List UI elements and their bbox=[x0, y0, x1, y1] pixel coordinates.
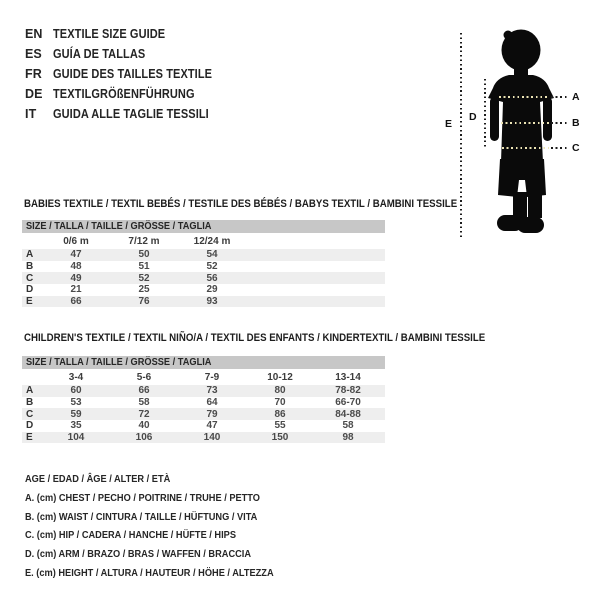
column-header: 7/12 m bbox=[128, 235, 160, 247]
table-cell: 47 bbox=[70, 249, 82, 261]
table-cell: 35 bbox=[70, 420, 82, 432]
language-code: EN bbox=[25, 27, 43, 41]
language-title: GUÍA DE TALLAS bbox=[53, 47, 146, 61]
table-row bbox=[22, 408, 385, 420]
row-label: E bbox=[26, 296, 33, 308]
column-header: 3-4 bbox=[68, 371, 84, 383]
table-cell: 59 bbox=[70, 408, 82, 420]
language-title: GUIDA ALLE TAGLIE TESSILI bbox=[53, 107, 209, 121]
column-header: 12/24 m bbox=[193, 235, 231, 247]
marker-label-e: E bbox=[445, 118, 453, 130]
row-label: B bbox=[26, 261, 34, 273]
table-cell: 49 bbox=[70, 272, 82, 284]
table-row bbox=[22, 420, 385, 432]
table-cell: 140 bbox=[203, 432, 221, 444]
table-cell: 66 bbox=[138, 385, 150, 397]
table-cell: 58 bbox=[342, 420, 354, 432]
children-section-title: CHILDREN'S TEXTILE / TEXTIL NIÑO/A / TEXTIL DES ENFANTS / KINDERTEXTIL / BAMBINI TESSILE bbox=[24, 332, 486, 344]
language-code: IT bbox=[25, 107, 37, 121]
table-cell: 56 bbox=[206, 272, 218, 284]
table-cell: 93 bbox=[206, 296, 218, 308]
table-cell: 64 bbox=[206, 397, 218, 409]
waist-measure-leader-b bbox=[551, 122, 568, 124]
children-column-headers bbox=[22, 369, 385, 385]
size-header-band: SIZE / TALLA / TAILLE / GRÖSSE / TAGLIA bbox=[22, 220, 385, 233]
table-cell: 66 bbox=[70, 296, 82, 308]
table-row bbox=[22, 397, 385, 409]
measurement-legend bbox=[25, 470, 308, 582]
marker-label-a: A bbox=[572, 91, 580, 103]
waist-measure-line-b bbox=[501, 122, 549, 124]
babies-column-headers bbox=[22, 233, 385, 249]
table-row bbox=[22, 272, 385, 284]
chest-measure-leader-a bbox=[551, 96, 568, 98]
column-header: 13-14 bbox=[335, 371, 361, 383]
row-label: C bbox=[26, 408, 34, 420]
language-row-en bbox=[25, 24, 234, 44]
legend-item-waist: B. (cm) WAIST / CINTURA / TAILLE / HÜFTUNG / VITA bbox=[25, 510, 258, 523]
table-cell: 21 bbox=[70, 284, 82, 296]
row-label: A bbox=[26, 249, 34, 261]
table-cell: 48 bbox=[70, 261, 82, 273]
row-label: D bbox=[26, 284, 34, 296]
language-title: TEXTILE SIZE GUIDE bbox=[53, 27, 166, 41]
table-cell: 29 bbox=[206, 284, 218, 296]
table-cell: 76 bbox=[138, 296, 150, 308]
table-cell: 80 bbox=[274, 385, 286, 397]
table-cell: 40 bbox=[138, 420, 150, 432]
language-title: GUIDE DES TAILLES TEXTILE bbox=[53, 67, 213, 81]
table-cell: 98 bbox=[342, 432, 354, 444]
table-row bbox=[22, 249, 385, 261]
table-cell: 78-82 bbox=[335, 385, 361, 397]
table-cell: 47 bbox=[206, 420, 218, 432]
table-cell: 79 bbox=[206, 408, 218, 420]
table-row bbox=[22, 296, 385, 308]
legend-item-chest: A. (cm) CHEST / PECHO / POITRINE / TRUHE / PETTO bbox=[25, 492, 260, 505]
table-row bbox=[22, 432, 385, 444]
language-code: ES bbox=[25, 47, 42, 61]
table-cell: 104 bbox=[67, 432, 85, 444]
table-cell: 52 bbox=[138, 272, 150, 284]
hip-measure-leader-c bbox=[551, 147, 568, 149]
table-cell: 72 bbox=[138, 408, 150, 420]
table-cell: 54 bbox=[206, 249, 218, 261]
size-header-band: SIZE / TALLA / TAILLE / GRÖSSE / TAGLIA bbox=[22, 356, 385, 369]
legend-age-line: AGE / EDAD / ÂGE / ALTER / ETÀ bbox=[25, 473, 171, 486]
row-label: A bbox=[26, 385, 34, 397]
table-cell: 66-70 bbox=[335, 397, 361, 409]
table-cell: 58 bbox=[138, 397, 150, 409]
chest-measure-line-a bbox=[499, 96, 549, 98]
row-label: C bbox=[26, 272, 34, 284]
row-label: D bbox=[26, 420, 34, 432]
table-cell: 150 bbox=[271, 432, 289, 444]
table-row bbox=[22, 284, 385, 296]
hip-measure-line-c bbox=[502, 147, 549, 149]
table-row bbox=[22, 261, 385, 273]
table-row bbox=[22, 385, 385, 397]
table-cell: 84-88 bbox=[335, 408, 361, 420]
language-list bbox=[25, 24, 234, 124]
row-label: E bbox=[26, 432, 33, 444]
babies-size-table bbox=[22, 220, 385, 307]
table-cell: 53 bbox=[70, 397, 82, 409]
language-code: DE bbox=[25, 87, 43, 101]
column-header: 7-9 bbox=[204, 371, 220, 383]
column-header: 5-6 bbox=[136, 371, 152, 383]
arm-measure-line-d bbox=[484, 79, 486, 147]
table-cell: 50 bbox=[138, 249, 150, 261]
language-row-it bbox=[25, 104, 234, 124]
table-cell: 73 bbox=[206, 385, 218, 397]
language-row-de bbox=[25, 84, 234, 104]
legend-item-height: E. (cm) HEIGHT / ALTURA / HAUTEUR / HÖHE / ALTEZZA bbox=[25, 566, 274, 579]
column-header: 0/6 m bbox=[63, 235, 89, 247]
children-size-table bbox=[22, 356, 385, 443]
table-cell: 25 bbox=[138, 284, 150, 296]
language-title: TEXTILGRÖßENFÜHRUNG bbox=[53, 87, 195, 101]
table-cell: 70 bbox=[274, 397, 286, 409]
table-cell: 106 bbox=[135, 432, 153, 444]
table-cell: 60 bbox=[70, 385, 82, 397]
column-header: 10-12 bbox=[267, 371, 293, 383]
row-label: B bbox=[26, 397, 34, 409]
legend-item-hip: C. (cm) HIP / CADERA / HANCHE / HÜFTE / HIPS bbox=[25, 529, 237, 542]
language-row-es bbox=[25, 44, 234, 64]
language-code: FR bbox=[25, 67, 42, 81]
table-cell: 86 bbox=[274, 408, 286, 420]
table-cell: 51 bbox=[138, 261, 150, 273]
marker-label-c: C bbox=[572, 142, 580, 154]
table-cell: 55 bbox=[274, 420, 286, 432]
babies-section-title: BABIES TEXTILE / TEXTIL BEBÉS / TESTILE DES BÉBÉS / BABYS TEXTIL / BAMBINI TESSILE bbox=[24, 198, 458, 210]
legend-item-arm: D. (cm) ARM / BRAZO / BRAS / WAFFEN / BRACCIA bbox=[25, 548, 252, 561]
marker-label-b: B bbox=[572, 117, 580, 129]
marker-label-d: D bbox=[469, 111, 477, 123]
language-row-fr bbox=[25, 64, 234, 84]
table-cell: 52 bbox=[206, 261, 218, 273]
